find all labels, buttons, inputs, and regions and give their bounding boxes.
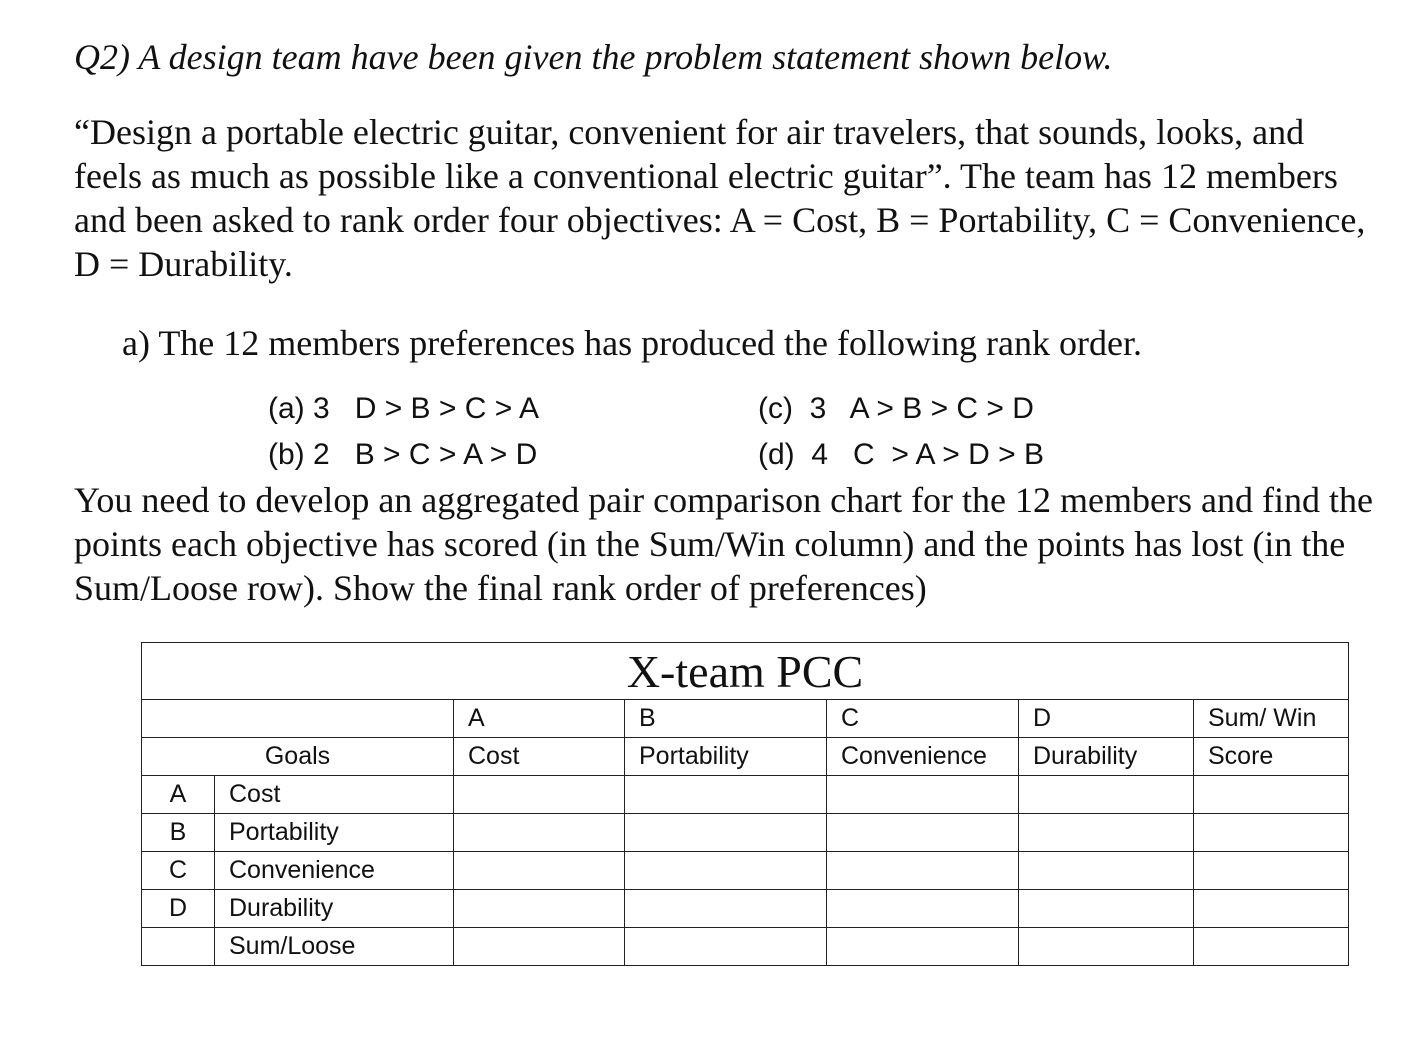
col-letter-c: C xyxy=(827,700,1019,738)
ranking-a: (a) 3 D > B > C > A xyxy=(268,392,539,425)
pcc-table xyxy=(141,642,1349,966)
row-goal: Portability xyxy=(215,814,454,852)
row-goal: Cost xyxy=(215,776,454,814)
cell[interactable] xyxy=(1194,890,1349,928)
cell[interactable] xyxy=(827,852,1019,890)
header-names-row xyxy=(142,738,1349,776)
ranking-c: (c) 3 A > B > C > D xyxy=(758,392,1034,425)
cell[interactable] xyxy=(1194,852,1349,890)
cell[interactable] xyxy=(1194,814,1349,852)
col-letter-d: D xyxy=(1019,700,1194,738)
cell[interactable] xyxy=(1019,814,1194,852)
ranking-b: (b) 2 B > C > A > D xyxy=(268,438,538,471)
cell[interactable] xyxy=(625,814,827,852)
col-letter-a: A xyxy=(454,700,625,738)
cell[interactable] xyxy=(827,890,1019,928)
col-name-portability: Portability xyxy=(625,738,827,776)
cell[interactable] xyxy=(454,852,625,890)
row-goal: Convenience xyxy=(215,852,454,890)
cell[interactable] xyxy=(827,814,1019,852)
table-row xyxy=(142,814,1349,852)
cell[interactable] xyxy=(827,776,1019,814)
cell[interactable] xyxy=(1019,928,1194,966)
cell[interactable] xyxy=(1019,890,1194,928)
table-row xyxy=(142,890,1349,928)
cell[interactable] xyxy=(454,776,625,814)
table-title: X-team PCC xyxy=(142,643,1349,700)
table-row xyxy=(142,776,1349,814)
cell[interactable] xyxy=(625,776,827,814)
table-row xyxy=(142,852,1349,890)
score-header: Score xyxy=(1194,738,1349,776)
col-name-cost: Cost xyxy=(454,738,625,776)
sum-loose-row xyxy=(142,928,1349,966)
cell[interactable] xyxy=(1019,852,1194,890)
problem-statement: “Design a portable electric guitar, convenient for air travelers, that sounds, looks, and feels as much as possible like a conventional electric guitar”. The team has 12 members and been asked to rank order four objectives: A = Cost, B = Portability, C = Convenience, D = Durability. xyxy=(74,112,1366,284)
row-goal: Durability xyxy=(215,890,454,928)
sum-win-header: Sum/ Win xyxy=(1194,700,1349,738)
col-letter-b: B xyxy=(625,700,827,738)
cell[interactable] xyxy=(1194,928,1349,966)
cell[interactable] xyxy=(625,890,827,928)
cell[interactable] xyxy=(827,928,1019,966)
row-letter: B xyxy=(142,814,215,852)
sum-loose-label: Sum/Loose xyxy=(215,928,454,966)
cell[interactable] xyxy=(454,814,625,852)
instructions: You need to develop an aggregated pair comparison chart for the 12 members and find the points each objective has scored (in the Sum/Win column) and the points has lost (in the Sum/Loose row). Show the final rank order of preferences) xyxy=(74,480,1373,608)
empty-cell xyxy=(142,700,454,738)
row-letter: C xyxy=(142,852,215,890)
row-letter: D xyxy=(142,890,215,928)
row-letter: A xyxy=(142,776,215,814)
empty-cell xyxy=(142,928,215,966)
cell[interactable] xyxy=(1019,776,1194,814)
goals-header: Goals xyxy=(142,738,454,776)
cell[interactable] xyxy=(1194,776,1349,814)
part-a-prompt: a) The 12 members preferences has produced the following rank order. xyxy=(122,323,1142,363)
ranking-d: (d) 4 C > A > D > B xyxy=(758,438,1044,471)
header-letters-row xyxy=(142,700,1349,738)
col-name-convenience: Convenience xyxy=(827,738,1019,776)
cell[interactable] xyxy=(625,852,827,890)
cell[interactable] xyxy=(454,928,625,966)
cell[interactable] xyxy=(454,890,625,928)
question-heading: Q2) A design team have been given the problem statement shown below. xyxy=(74,37,1113,77)
col-name-durability: Durability xyxy=(1019,738,1194,776)
cell[interactable] xyxy=(625,928,827,966)
